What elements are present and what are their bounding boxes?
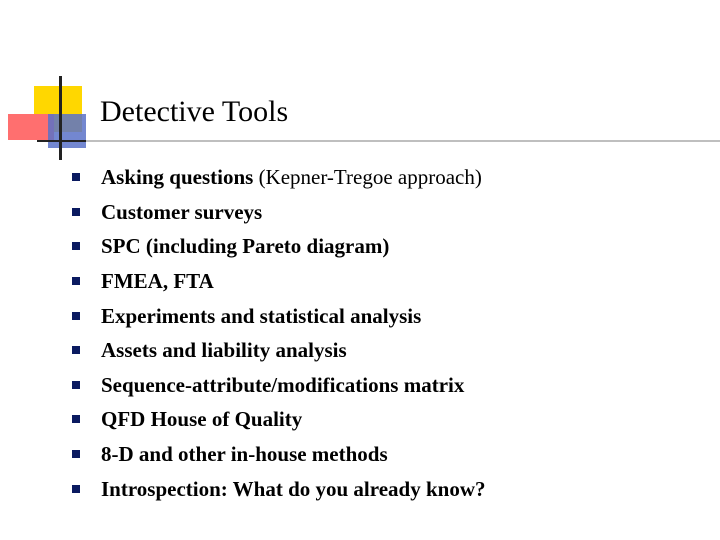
list-item [72, 333, 485, 368]
logo-vertical-line [59, 76, 62, 160]
list-item [72, 437, 485, 472]
bullet-text [101, 164, 482, 190]
square-bullet-icon [72, 415, 80, 423]
bullet-text [101, 372, 464, 398]
logo-horizontal-line [37, 140, 87, 142]
bullet-text [101, 476, 485, 502]
bullet-text-bold: Customer surveys [101, 199, 263, 224]
square-bullet-icon [72, 242, 80, 250]
bullet-text-bold: 8-D and other in-house methods [101, 442, 388, 467]
list-item [72, 402, 485, 437]
bullet-text [101, 337, 347, 363]
bullet-text [101, 199, 262, 225]
square-bullet-icon [72, 485, 80, 493]
logo-blue-square [48, 114, 86, 148]
square-bullet-icon [72, 173, 80, 181]
list-item [72, 160, 485, 195]
bullet-text [101, 406, 302, 432]
list-item [72, 471, 485, 506]
bullet-text-normal: (Kepner-Tregoe approach) [253, 165, 482, 190]
square-bullet-icon [72, 312, 80, 320]
square-bullet-icon [72, 346, 80, 354]
slide-title: Detective Tools [100, 95, 289, 128]
list-item [72, 298, 485, 333]
square-bullet-icon [72, 208, 80, 216]
bullet-text-bold: Sequence-attribute/modifications matrix [101, 372, 465, 397]
bullet-text [101, 303, 421, 329]
bullet-text-bold: Asking questions [101, 165, 254, 190]
bullet-text [101, 268, 214, 294]
square-bullet-icon [72, 381, 80, 389]
bullet-text-bold: SPC (including Pareto diagram) [101, 234, 390, 259]
bullet-list [72, 160, 485, 506]
bullet-text-bold: FMEA, FTA [101, 269, 214, 294]
list-item [72, 264, 485, 299]
square-bullet-icon [72, 450, 80, 458]
bullet-text [101, 441, 388, 467]
bullet-text-bold: Assets and liability analysis [101, 338, 347, 363]
title-underline [86, 140, 720, 142]
square-bullet-icon [72, 277, 80, 285]
list-item [72, 229, 485, 264]
slide-logo-decoration [0, 0, 100, 170]
list-item [72, 195, 485, 230]
bullet-text [101, 233, 389, 259]
bullet-text-bold: Introspection: What do you already know? [101, 476, 486, 501]
bullet-text-bold: Experiments and statistical analysis [101, 303, 422, 328]
bullet-text-bold: QFD House of Quality [101, 407, 303, 432]
list-item [72, 368, 485, 403]
